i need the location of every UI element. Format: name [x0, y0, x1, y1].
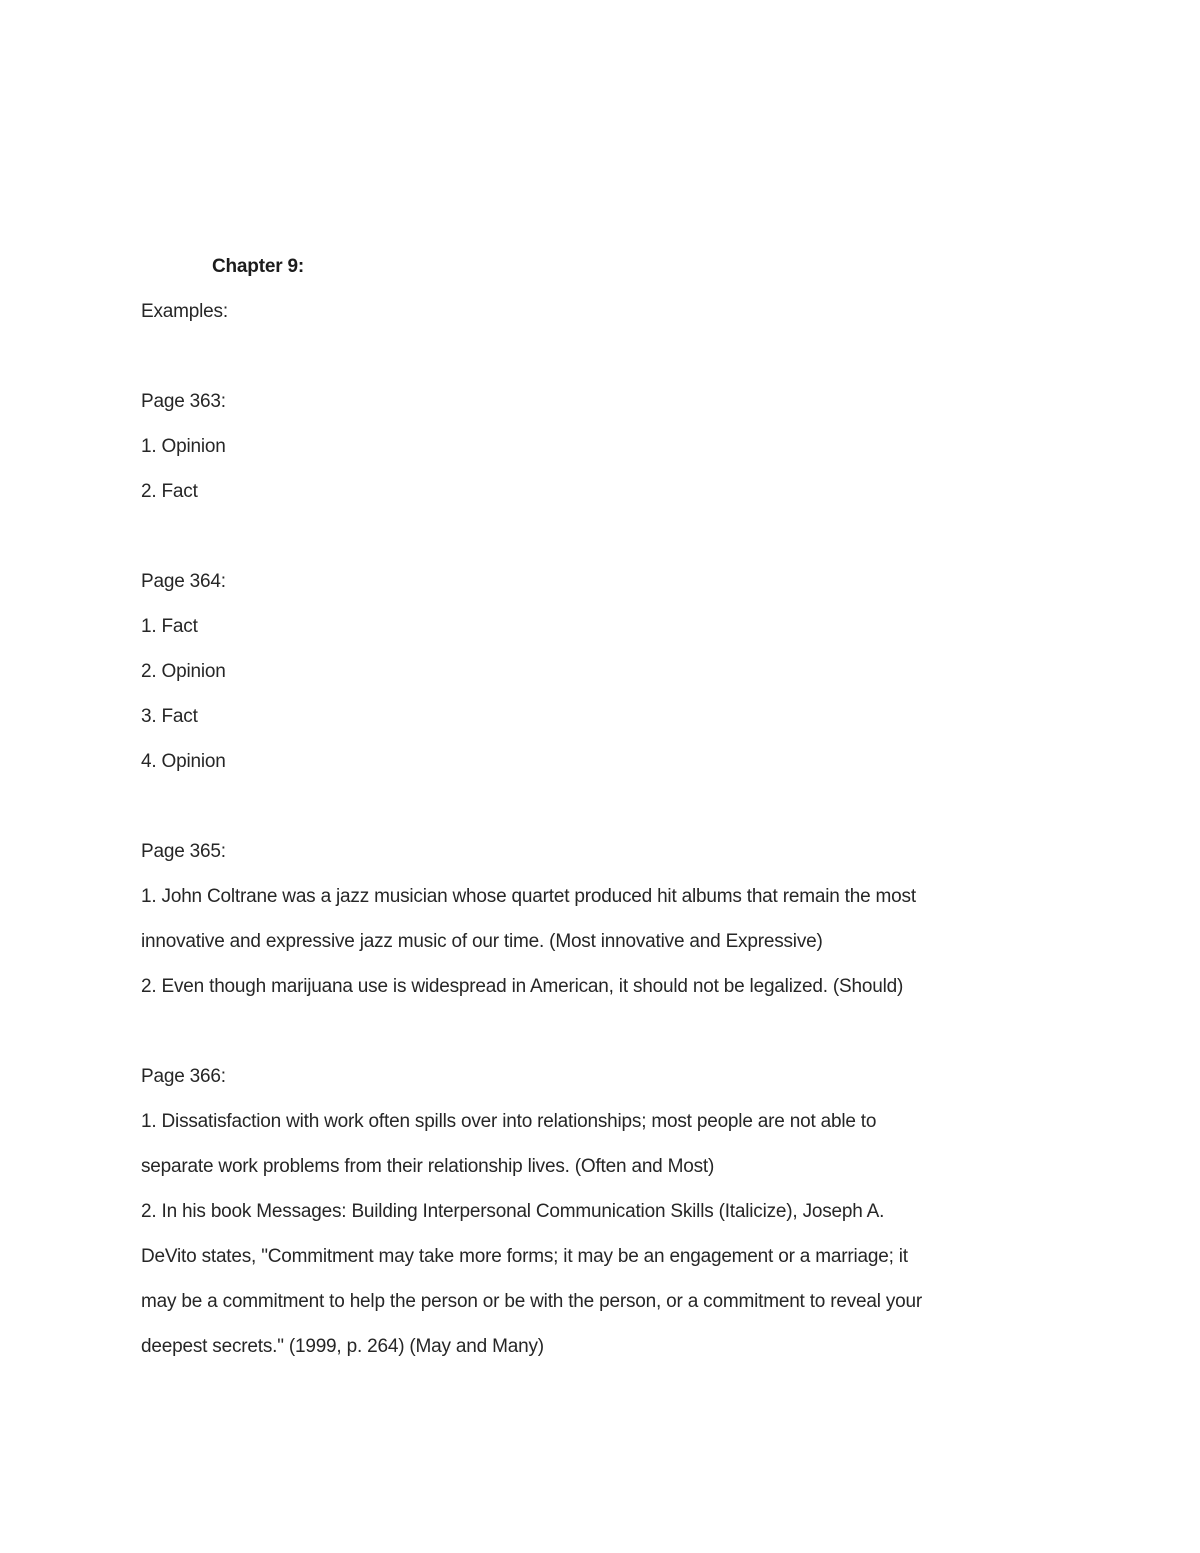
document-body: [141, 244, 981, 1369]
paragraph-line: 1. Dissatisfaction with work often spills over into relationships; most people are not able to: [141, 1111, 877, 1132]
list-item: 4. Opinion: [141, 751, 226, 772]
list-item: 2. Opinion: [141, 661, 226, 682]
paragraph-line: innovative and expressive jazz music of our time. (Most innovative and Expressive): [141, 931, 823, 952]
list-item: 1. Opinion: [141, 436, 226, 457]
section-page-364: [141, 559, 981, 784]
paragraph-line: may be a commitment to help the person or be with the person, or a commitment to reveal your: [141, 1291, 923, 1312]
section-page-365: [141, 829, 981, 1009]
paragraph-line: 1. John Coltrane was a jazz musician whose quartet produced hit albums that remain the most: [141, 886, 916, 907]
section-heading: Page 363:: [141, 391, 226, 412]
paragraph-line: 2. Even though marijuana use is widespread in American, it should not be legalized. (Should): [141, 976, 904, 997]
chapter-title: Chapter 9:: [212, 256, 304, 277]
paragraph-line: separate work problems from their relationship lives. (Often and Most): [141, 1156, 715, 1177]
section-page-366: [141, 1054, 981, 1369]
blank-line: [141, 784, 981, 829]
list-item: 2. Fact: [141, 481, 198, 502]
list-item: 1. Fact: [141, 616, 198, 637]
blank-line: [141, 334, 981, 379]
blank-line: [141, 1009, 981, 1054]
paragraph-line: deepest secrets." (1999, p. 264) (May and Many): [141, 1336, 544, 1357]
section-heading: Page 365:: [141, 841, 226, 862]
paragraph-line: DeVito states, "Commitment may take more forms; it may be an engagement or a marriage; it: [141, 1246, 908, 1267]
section-heading: Page 366:: [141, 1066, 226, 1087]
section-page-363: [141, 379, 981, 514]
list-item: 3. Fact: [141, 706, 198, 727]
blank-line: [141, 514, 981, 559]
section-heading: Page 364:: [141, 571, 226, 592]
examples-label: Examples:: [141, 301, 228, 322]
paragraph-line: 2. In his book Messages: Building Interpersonal Communication Skills (Italicize), Joseph A.: [141, 1201, 885, 1222]
